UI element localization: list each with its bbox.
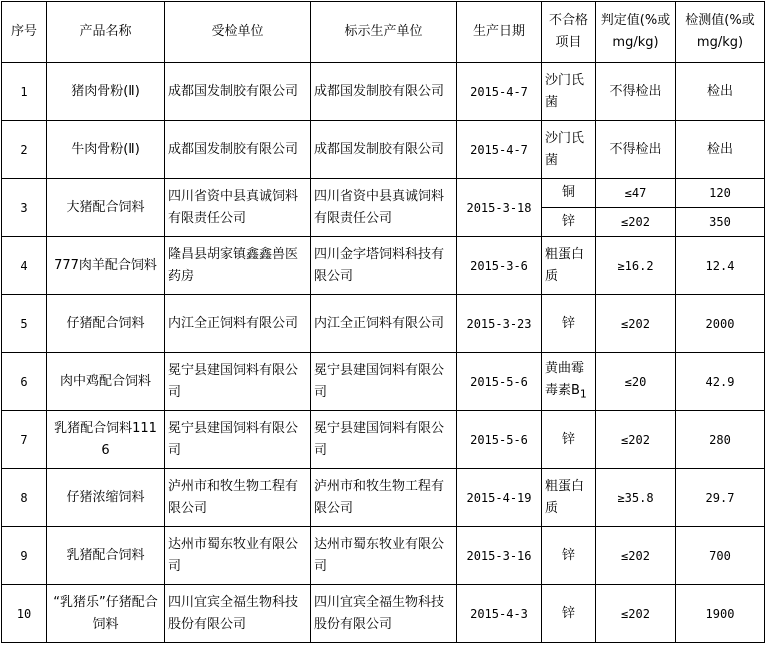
row-standard: ≤202 [596, 527, 676, 585]
row-no: 4 [2, 237, 47, 295]
row-item: 锌 [542, 411, 596, 469]
row-date: 2015-3-18 [457, 179, 542, 237]
row-product: 777肉羊配合饲料 [47, 237, 165, 295]
row-item: 沙门氏菌 [542, 63, 596, 121]
row-no: 7 [2, 411, 47, 469]
row-no: 10 [2, 585, 47, 643]
row-inspected-unit: 达州市蜀东牧业有限公司 [165, 527, 311, 585]
row-date: 2015-5-6 [457, 353, 542, 411]
row-standard: ≤202 [596, 585, 676, 643]
row-item: 锌 [542, 208, 596, 237]
row-date: 2015-5-6 [457, 411, 542, 469]
row-producer: 四川宜宾全福生物科技股份有限公司 [311, 585, 457, 643]
table-row [2, 295, 765, 353]
row-inspected-unit: 四川省资中县真诚饲料有限责任公司 [165, 179, 311, 237]
header-row [2, 2, 765, 63]
header-product: 产品名称 [47, 2, 165, 63]
table-row [2, 585, 765, 643]
header-inspected-unit: 受检单位 [165, 2, 311, 63]
row-item: 锌 [542, 527, 596, 585]
row-standard: ≤202 [596, 208, 676, 237]
row-inspected-unit: 冕宁县建国饲料有限公司 [165, 411, 311, 469]
row-item: 锌 [542, 295, 596, 353]
row-inspected-unit: 成都国发制胶有限公司 [165, 121, 311, 179]
row-standard: ≥16.2 [596, 237, 676, 295]
row-producer: 内江全正饲料有限公司 [311, 295, 457, 353]
row-date: 2015-3-16 [457, 527, 542, 585]
table-row [2, 469, 765, 527]
row-item-text: 黄曲霉毒素B [545, 360, 585, 398]
row-inspected-unit: 成都国发制胶有限公司 [165, 63, 311, 121]
row-no: 3 [2, 179, 47, 237]
table-row [2, 63, 765, 121]
row-producer: 达州市蜀东牧业有限公司 [311, 527, 457, 585]
row-standard: ≤47 [596, 179, 676, 208]
row-producer: 泸州市和牧生物工程有限公司 [311, 469, 457, 527]
row-item: 铜 [542, 179, 596, 208]
table-row [2, 411, 765, 469]
row-product: 乳猪配合饲料 [47, 527, 165, 585]
table-row [2, 121, 765, 179]
row-inspected-unit: 泸州市和牧生物工程有限公司 [165, 469, 311, 527]
row-item [542, 353, 596, 411]
header-no: 序号 [2, 2, 47, 63]
row-item: 沙门氏菌 [542, 121, 596, 179]
row-no: 2 [2, 121, 47, 179]
row-no: 9 [2, 527, 47, 585]
table-row [2, 353, 765, 411]
row-product: “乳猪乐”仔猪配合饲料 [47, 585, 165, 643]
header-measured: 检测值(%或mg/kg) [676, 2, 765, 63]
row-measured: 检出 [676, 121, 765, 179]
header-item: 不合格项目 [542, 2, 596, 63]
row-producer: 成都国发制胶有限公司 [311, 63, 457, 121]
row-date: 2015-4-7 [457, 63, 542, 121]
row-measured: 280 [676, 411, 765, 469]
row-measured: 12.4 [676, 237, 765, 295]
row-measured: 42.9 [676, 353, 765, 411]
row-measured: 检出 [676, 63, 765, 121]
row-producer: 四川省资中县真诚饲料有限责任公司 [311, 179, 457, 237]
row-no: 8 [2, 469, 47, 527]
row-producer: 成都国发制胶有限公司 [311, 121, 457, 179]
row-date: 2015-3-6 [457, 237, 542, 295]
row-item-subscript: 1 [579, 387, 587, 401]
row-producer: 冕宁县建国饲料有限公司 [311, 353, 457, 411]
row-standard: 不得检出 [596, 121, 676, 179]
row-product: 仔猪浓缩饲料 [47, 469, 165, 527]
table-row [2, 179, 765, 208]
row-date: 2015-4-19 [457, 469, 542, 527]
table-row [2, 527, 765, 585]
row-product: 乳猪配合饲料1116 [47, 411, 165, 469]
row-standard: ≤202 [596, 411, 676, 469]
row-measured: 29.7 [676, 469, 765, 527]
row-date: 2015-4-7 [457, 121, 542, 179]
row-product: 大猪配合饲料 [47, 179, 165, 237]
header-date: 生产日期 [457, 2, 542, 63]
row-date: 2015-4-3 [457, 585, 542, 643]
nonconforming-products-table [1, 1, 765, 643]
row-producer: 四川金字塔饲料科技有限公司 [311, 237, 457, 295]
row-standard: 不得检出 [596, 63, 676, 121]
row-measured: 2000 [676, 295, 765, 353]
row-item: 锌 [542, 585, 596, 643]
row-measured: 1900 [676, 585, 765, 643]
row-standard: ≤20 [596, 353, 676, 411]
row-no: 1 [2, 63, 47, 121]
row-measured: 350 [676, 208, 765, 237]
row-no: 6 [2, 353, 47, 411]
row-date: 2015-3-23 [457, 295, 542, 353]
row-product: 牛肉骨粉(Ⅱ) [47, 121, 165, 179]
row-standard: ≤202 [596, 295, 676, 353]
row-inspected-unit: 四川宜宾全福生物科技股份有限公司 [165, 585, 311, 643]
row-product: 仔猪配合饲料 [47, 295, 165, 353]
row-inspected-unit: 隆昌县胡家镇鑫鑫兽医药房 [165, 237, 311, 295]
row-product: 猪肉骨粉(Ⅱ) [47, 63, 165, 121]
header-standard: 判定值(%或mg/kg) [596, 2, 676, 63]
row-item: 粗蛋白质 [542, 469, 596, 527]
row-producer: 冕宁县建国饲料有限公司 [311, 411, 457, 469]
row-measured: 700 [676, 527, 765, 585]
table-row [2, 237, 765, 295]
row-item: 粗蛋白质 [542, 237, 596, 295]
row-inspected-unit: 冕宁县建国饲料有限公司 [165, 353, 311, 411]
row-inspected-unit: 内江全正饲料有限公司 [165, 295, 311, 353]
row-standard: ≥35.8 [596, 469, 676, 527]
header-producer: 标示生产单位 [311, 2, 457, 63]
row-product: 肉中鸡配合饲料 [47, 353, 165, 411]
row-no: 5 [2, 295, 47, 353]
row-measured: 120 [676, 179, 765, 208]
